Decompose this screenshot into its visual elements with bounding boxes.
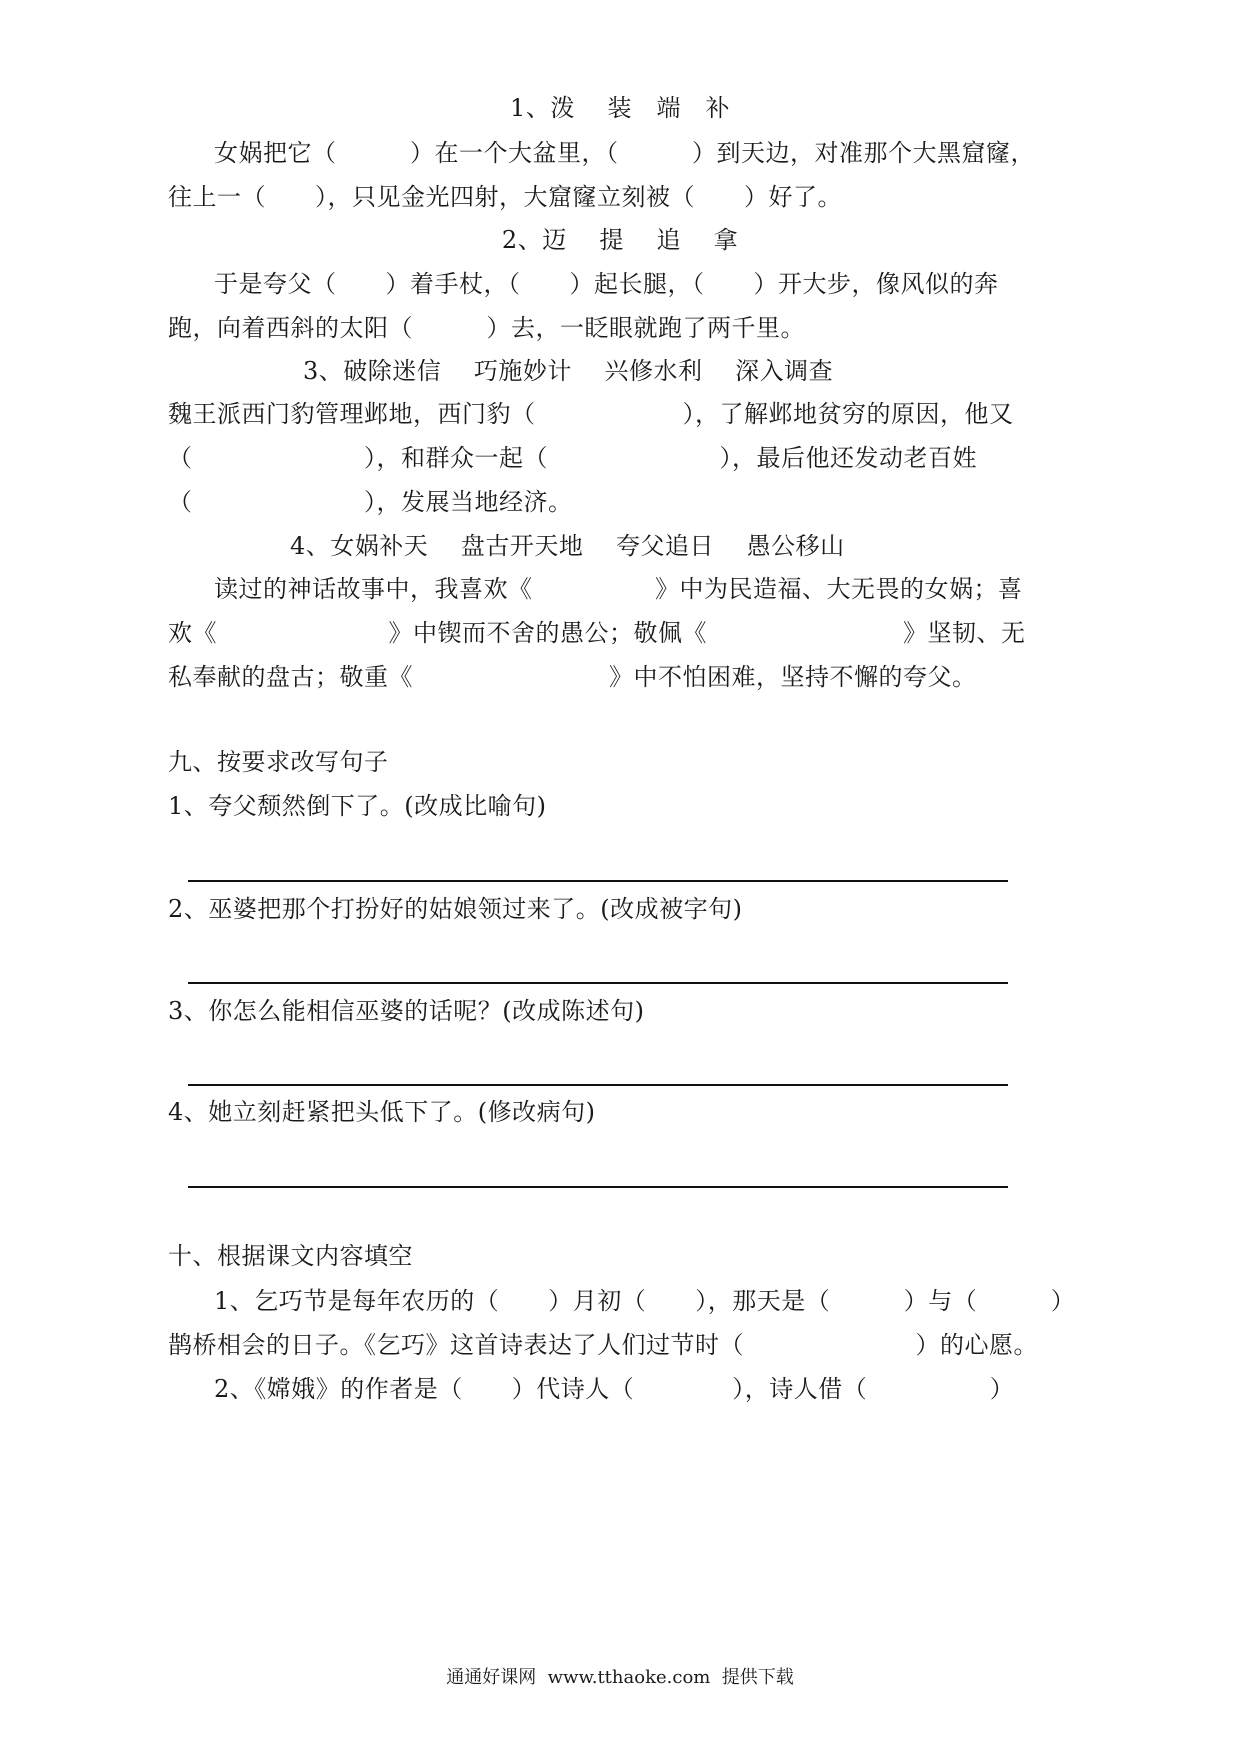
q4-line-1: 读过的神话故事中，我喜欢《 》中为民造福、大无畏的女娲；喜	[214, 575, 1023, 603]
q3-line-2: （ ），和群众一起（ ），最后他还发动老百姓	[168, 444, 977, 472]
answer-line-2[interactable]	[188, 982, 1008, 984]
q4-line-3: 私奉献的盘古；敬重《 》中不怕困难，坚持不懈的夸父。	[168, 663, 977, 691]
section-10-title: 十、根据课文内容填空	[168, 1242, 413, 1270]
fill-q1-line-1: 1、乞巧节是每年农历的（ ）月初（ ），那天是（ ）与（ ）	[214, 1287, 1076, 1315]
q3-line-3: （ ），发展当地经济。	[168, 488, 573, 516]
section-9-title: 九、按要求改写句子	[168, 748, 389, 776]
fill-q2-line-1: 2、《嫦娥》的作者是（ ）代诗人（ ），诗人借（ ）	[214, 1375, 1015, 1403]
q2-line-2: 跑，向着西斜的太阳（ ）去，一眨眼就跑了两千里。	[168, 314, 805, 342]
q3-phrase-choices: 3、破除迷信 巧施妙计 兴修水利 深入调查	[303, 357, 834, 385]
q1-word-choices: 1、泼 装 端 补	[510, 94, 730, 122]
answer-line-3[interactable]	[188, 1084, 1008, 1086]
q2-word-choices: 2、迈 提 追 拿	[501, 226, 739, 254]
rewrite-item-2: 2、巫婆把那个打扮好的姑娘领过来了。(改成被字句)	[168, 895, 743, 923]
q2-line-1: 于是夸父（ ）着手杖，（ ）起长腿，（ ）开大步，像风似的奔	[214, 270, 999, 298]
q4-story-choices: 4、女娲补天 盘古开天地 夸父追日 愚公移山	[290, 532, 845, 560]
q1-line-2: 往上一（ ），只见金光四射，大窟窿立刻被（ ）好了。	[168, 183, 842, 211]
q1-line-1: 女娲把它（ ）在一个大盆里，（ ）到天边，对准那个大黑窟窿，	[214, 139, 1035, 167]
page-footer: 通通好课网 www.tthaoke.com 提供下载	[446, 1667, 794, 1688]
answer-line-4[interactable]	[188, 1186, 1008, 1188]
fill-q1-line-2: 鹊桥相会的日子。《乞巧》这首诗表达了人们过节时（ ）的心愿。	[168, 1331, 1038, 1359]
q4-line-2: 欢《 》中锲而不舍的愚公；敬佩《 》坚韧、无	[168, 619, 1026, 647]
answer-line-1[interactable]	[188, 880, 1008, 882]
rewrite-item-4: 4、她立刻赶紧把头低下了。(修改病句)	[168, 1098, 596, 1126]
rewrite-item-1: 1、夸父颓然倒下了。(改成比喻句)	[168, 792, 547, 820]
q3-line-1: 魏王派西门豹管理邺地，西门豹（ ），了解邺地贫穷的原因，他又	[168, 400, 1014, 428]
rewrite-item-3: 3、你怎么能相信巫婆的话呢？(改成陈述句)	[168, 997, 645, 1025]
